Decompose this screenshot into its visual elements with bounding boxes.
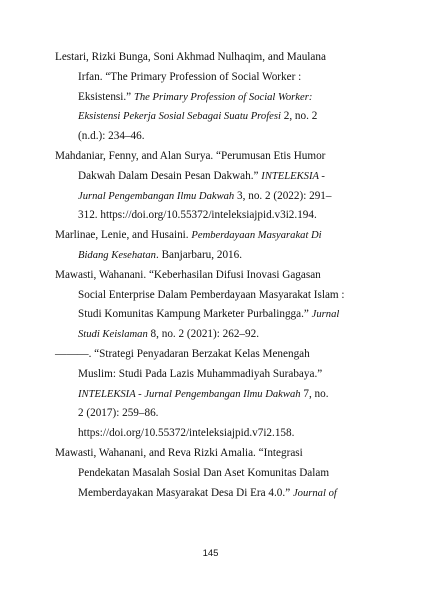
italic-text: INTELEKSIA - xyxy=(261,170,325,182)
reference-line xyxy=(78,387,329,402)
italic-text: Jurnal xyxy=(311,309,340,321)
reference-line xyxy=(78,109,317,124)
reference-line xyxy=(78,70,301,84)
italic-text: Eksistensi Pekerja Sosial Sebagai Suatu Profesi xyxy=(78,111,281,123)
reference-text: https://doi.org/10.55372/inteleksiajpid.v7i2.158. xyxy=(78,427,295,440)
reference-line xyxy=(78,466,329,480)
reference-text: Muslim: Studi Pada Lazis Muhammadiyah Surabaya.” xyxy=(78,367,323,380)
reference-text: . Banjarbaru, 2016. xyxy=(155,249,243,261)
reference-line xyxy=(55,149,325,163)
reference-text: Studi Komunitas Kampung Marketer Purbalingga.” xyxy=(78,308,312,321)
reference-text: 8, no. 2 (2021): 262–92. xyxy=(147,328,259,341)
reference-line xyxy=(78,169,325,184)
reference-text: Pendekatan Masalah Sosial Dan Aset Komunitas Dalam xyxy=(78,466,330,479)
italic-text: Jurnal Pengembangan Ilmu Dakwah xyxy=(78,190,235,202)
reference-line xyxy=(78,307,339,322)
reference-line xyxy=(78,327,259,342)
reference-text: Dakwah Dalam Desain Pesan Dakwah.” xyxy=(78,169,262,182)
reference-text: Marlinae, Lenie, and Husaini. xyxy=(55,229,192,242)
reference-line xyxy=(78,288,345,302)
reference-text: Mawasti, Wahanani, and Reva Rizki Amalia. “Integrasi xyxy=(55,447,303,459)
reference-line xyxy=(78,248,242,263)
reference-text: (n.d.): 234–46. xyxy=(78,130,145,143)
reference-text: 2, no. 2 xyxy=(280,110,318,123)
reference-text: Eksistensi.” xyxy=(78,90,134,103)
italic-text: Journal of xyxy=(292,487,337,499)
italic-text: Bidang Kesehatan xyxy=(78,250,156,261)
reference-line xyxy=(78,486,337,501)
reference-text: 312. https://doi.org/10.55372/inteleksiajpid.v3i2.194. xyxy=(78,209,317,222)
reference-text: Social Enterprise Dalam Pemberdayaan Masyarakat Islam : xyxy=(78,288,345,301)
reference-text: 3, no. 2 (2022): 291– xyxy=(234,189,332,202)
reference-text: 7, no. xyxy=(300,387,329,400)
italic-text: The Primary Profession of Social Worker: xyxy=(133,91,313,103)
reference-line xyxy=(55,347,310,361)
italic-text: INTELEKSIA - Jurnal Pengembangan Ilmu Dakwah xyxy=(78,388,301,400)
page-number: 145 xyxy=(202,548,219,559)
reference-line xyxy=(78,189,332,204)
reference-line xyxy=(78,406,158,420)
reference-text: Lestari, Rizki Bunga, Soni Akhmad Nulhaqim, and Maulana xyxy=(55,51,326,63)
reference-text: Mawasti, Wahanani. “Keberhasilan Difusi Inovasi Gagasan xyxy=(55,268,321,281)
reference-line xyxy=(78,367,322,381)
reference-text: Irfan. “The Primary Profession of Social Worker : xyxy=(78,70,302,83)
reference-line xyxy=(55,446,303,460)
reference-text: ———. “Strategi Penyadaran Berzakat Kelas Menengah xyxy=(55,348,310,360)
reference-line xyxy=(55,268,321,282)
reference-line xyxy=(55,50,326,64)
reference-line xyxy=(55,228,322,243)
reference-text: Mahdaniar, Fenny, and Alan Surya. “Perumusan Etis Humor xyxy=(55,150,326,162)
reference-line xyxy=(78,129,145,143)
reference-line xyxy=(78,208,317,222)
reference-line xyxy=(78,426,294,440)
italic-text: Studi Keislaman xyxy=(78,329,148,341)
reference-text: 2 (2017): 259–86. xyxy=(78,407,159,420)
reference-text: Memberdayakan Masyarakat Desa Di Era 4.0.” xyxy=(78,486,293,499)
reference-line xyxy=(78,90,312,105)
italic-text: Pemberdayaan Masyarakat Di xyxy=(191,230,322,242)
